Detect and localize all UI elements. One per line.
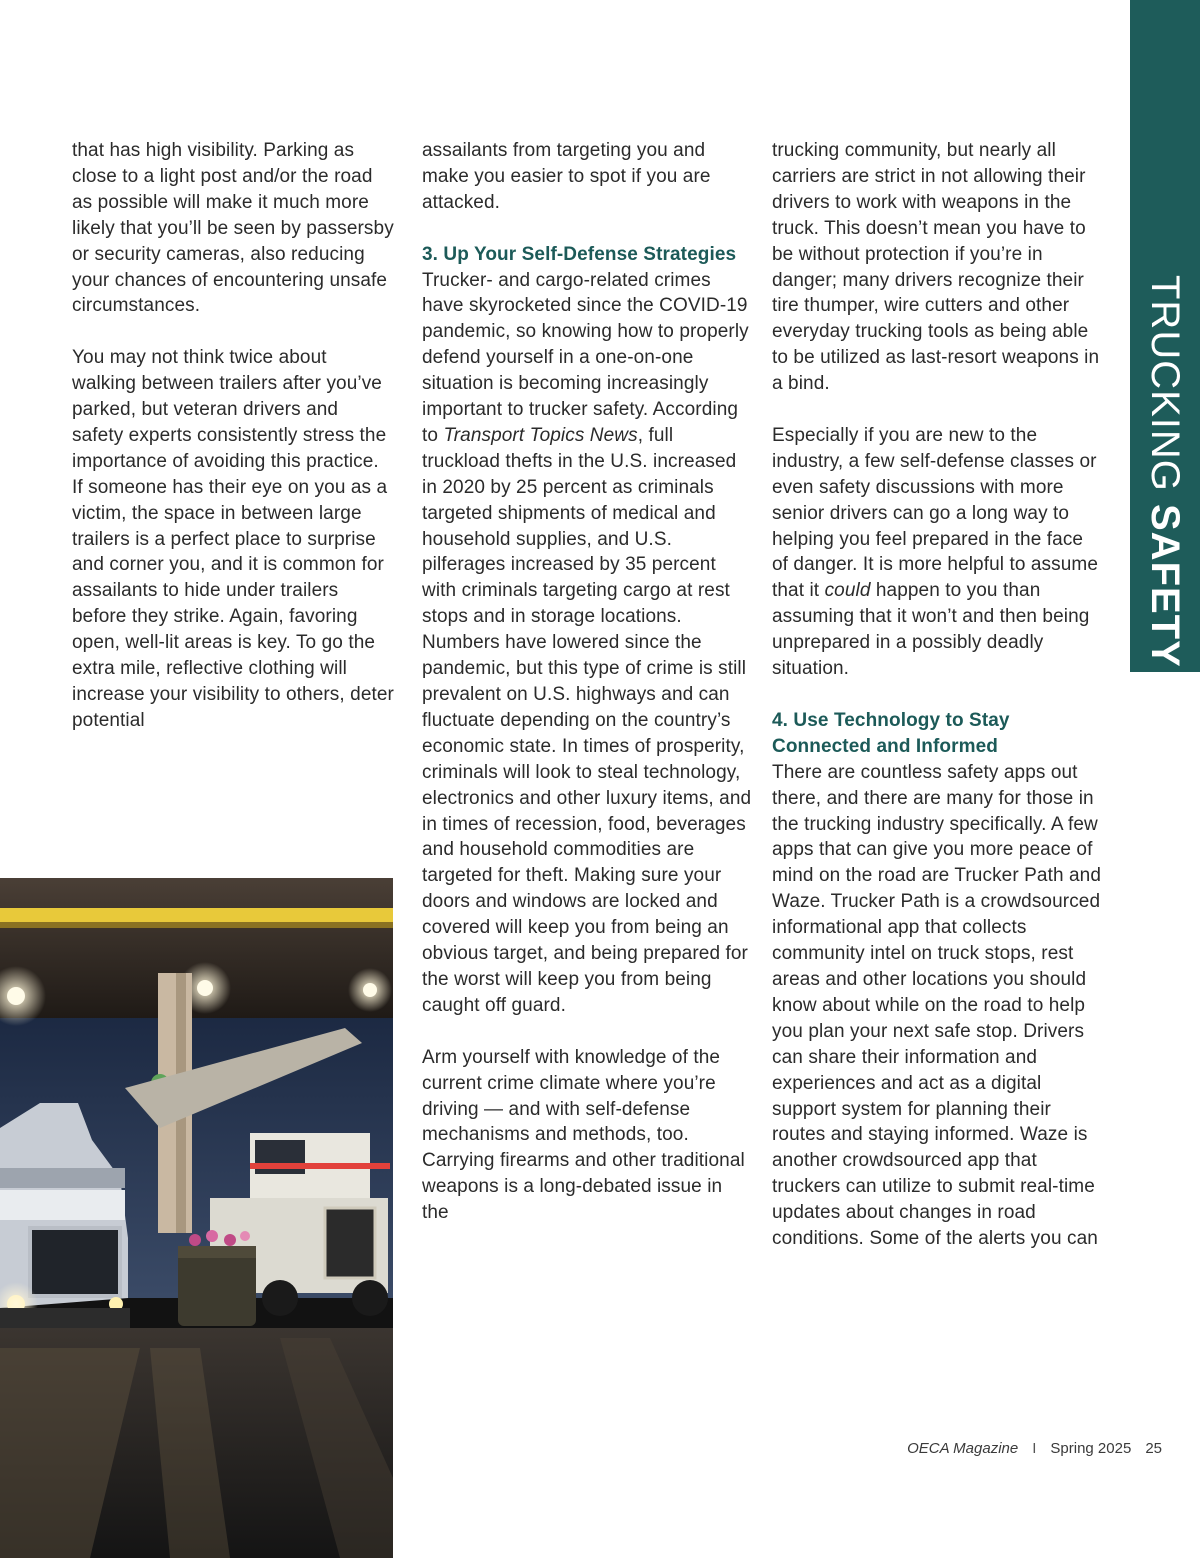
page-number: 25: [1145, 1440, 1162, 1457]
text-run: , full truckload thefts in the U.S. increased in 2020 by 25 percent as criminals targeted shipments of medical and household supplies, and U.S. pilferages increased by 35 percent with criminals targeting cargo at rest stops and in storage locations. Numbers have lowered since the pandemic, but this type of crime is still prevalent on U.S. highways and can fluctuate depending on the country’s economic state. In times of prosperity, criminals will look to steal technology, electronics and other luxury items, and in times of recession, food, beverages and household commodities are targeted for theft. Making sure your doors and windows are locked and covered will keep you from being an obvious target, and being prepared for the worst will keep you from being caught off guard.: [422, 424, 752, 1016]
footer-separator: I: [1032, 1440, 1037, 1457]
text-run: Especially if you are new to the industry, a few self-defense classes or even safety discussions with more senior drivers can go a long way to helping you feel prepared in the face of danger. It is more helpful to assume that it: [772, 424, 1099, 602]
section-heading-4: 4. Use Technology to Stay Connected and Informed: [772, 709, 1010, 757]
paragraph: You may not think twice about walking between trailers after you’ve parked, but veteran drivers and safety experts consistently stress the importance of avoiding this practice. If someone has their eye on you as a victim, the space in between large trailers is a perfect place to surprise and corner you, and it is common for assailants to hide under trailers before they strike. Again, favoring open, well-lit areas is key. To go the extra mile, reflective clothing will increase your visibility to others, deter potential: [72, 347, 394, 731]
text-run: Trucker- and cargo-related crimes have skyrocketed since the COVID-19 pandemic, so knowing how to properly defend yourself in a one-on-one situation is becoming increasingly important to trucker safety. According to: [422, 269, 749, 446]
text-run: happen to you than assuming that it won’t and then being unprepared in a possibly deadly situation.: [772, 580, 1090, 680]
paragraph: [772, 423, 1102, 682]
article-column-2: [422, 138, 752, 1226]
emphasis: could: [824, 580, 871, 602]
publication-title: Transport Topics News: [443, 424, 638, 446]
paragraph: that has high visibility. Parking as close to a light post and/or the road as possible will make it much more likely that you’ll be seen by passersby or security cameras, also reducing your chances of encountering unsafe circumstances.: [72, 140, 394, 317]
truck-stop-photo: [0, 878, 393, 1558]
paragraph: assailants from targeting you and make you easier to spot if you are attacked.: [422, 140, 711, 213]
section-heading-3: 3. Up Your Self-Defense Strategies: [422, 243, 737, 265]
paragraph: There are countless safety apps out there, and there are many for those in the trucking industry specifically. A few apps that can give you more peace of mind on the road are Trucker Path and Waze. Trucker Path is a crowdsourced informational app that collects community intel on truck stops, rest areas and other locations you should know about while on the road to help you plan your next safe stop. Drivers can share their information and experiences and act as a digital support system for planning their routes and staying informed. Waze is another crowdsourced app that truckers can utilize to submit real-time updates about changes in road conditions. Some of the alerts you can: [772, 761, 1102, 1250]
section-label-light: TRUCKING: [1143, 275, 1187, 504]
magazine-name: OECA Magazine: [907, 1440, 1019, 1457]
truck-stop-illustration: [0, 878, 393, 1558]
page-footer: [907, 1440, 1162, 1457]
section-label-bold: SAFETY: [1143, 504, 1187, 668]
issue-date: Spring 2025: [1050, 1440, 1132, 1457]
article-column-1: [72, 138, 394, 734]
paragraph: Arm yourself with knowledge of the current crime climate where you’re driving — and with self-defense mechanisms and methods, too. Carrying firearms and other traditional weapons is a long-debated issue in the: [422, 1046, 745, 1224]
section-tab-label: [1135, 275, 1195, 668]
paragraph: trucking community, but nearly all carriers are strict in not allowing their drivers to work with weapons in the truck. This doesn’t mean you have to be without protection if you’re in danger; many drivers recognize their tire thumper, wire cutters and other everyday trucking tools as being able to be utilized as last-resort weapons in a bind.: [772, 140, 1100, 395]
paragraph: [422, 268, 752, 1019]
article-column-3: [772, 138, 1102, 1252]
